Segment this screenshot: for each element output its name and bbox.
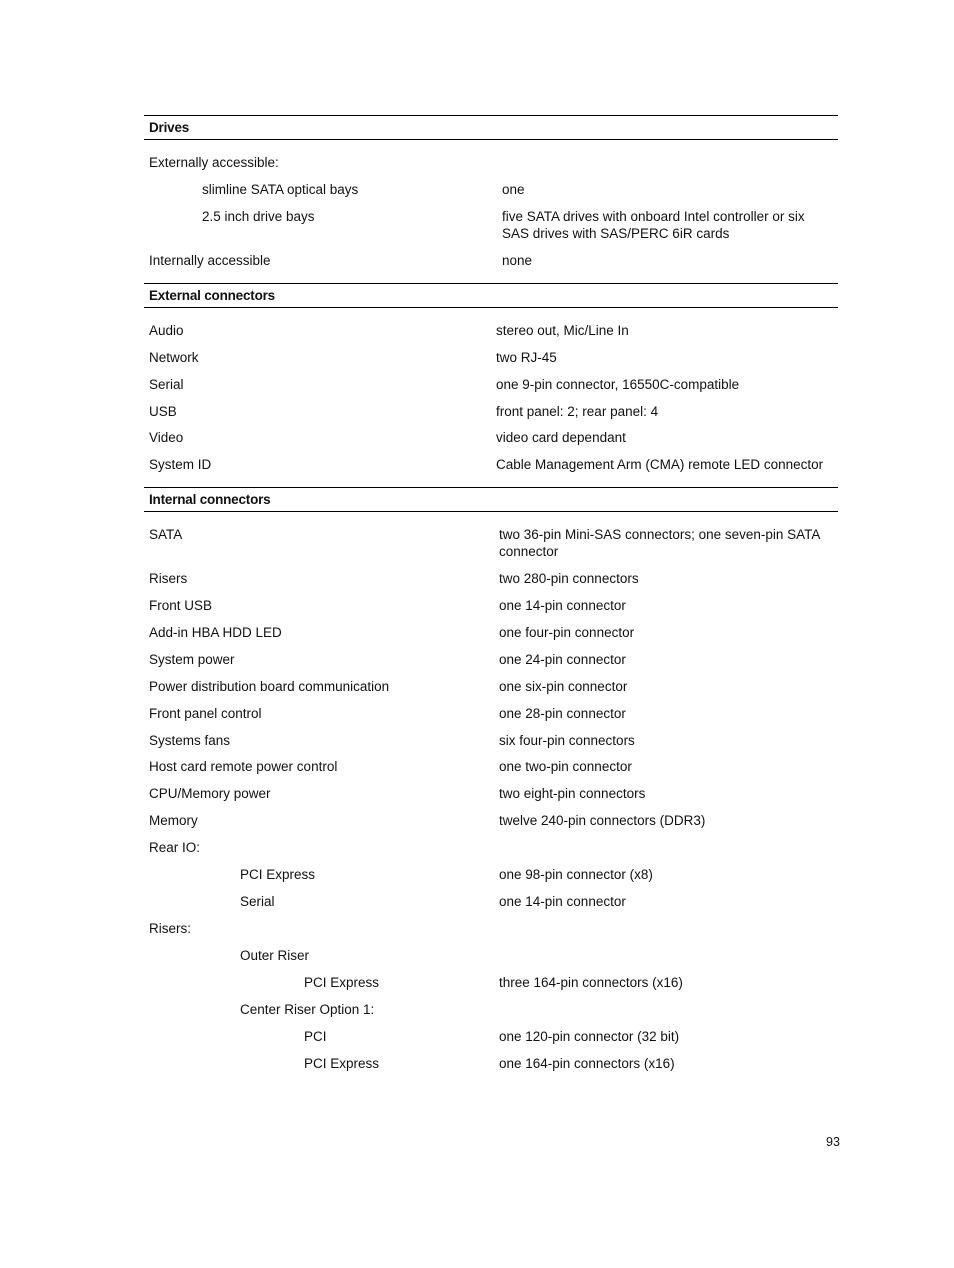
row-label: Video <box>149 430 184 445</box>
drives-heading: Drives <box>144 115 838 140</box>
row-label: Rear IO: <box>149 840 201 855</box>
row-value: two 36-pin Mini-SAS connectors; one seven-pin SATA connector <box>499 527 820 559</box>
row-value: two RJ-45 <box>496 350 557 365</box>
row-value: Cable Management Arm (CMA) remote LED connector <box>496 457 824 472</box>
row-label: SATA <box>149 527 183 542</box>
row-value: one 14-pin connector <box>499 894 626 909</box>
row-value: one 98-pin connector (x8) <box>499 867 653 882</box>
row-label: System power <box>149 652 235 667</box>
row-label: USB <box>149 404 177 419</box>
external-connectors-section <box>144 283 838 472</box>
row-label: PCI Express <box>304 1056 380 1071</box>
row-label: Systems fans <box>149 733 231 748</box>
row-label: Serial <box>149 377 184 392</box>
row-label: Front panel control <box>149 706 262 721</box>
row-value: six four-pin connectors <box>499 733 635 748</box>
row-value: one 14-pin connector <box>499 598 626 613</box>
row-value: one 164-pin connectors (x16) <box>499 1056 675 1071</box>
row-label: Host card remote power control <box>149 759 338 774</box>
row-value: one 28-pin connector <box>499 706 626 721</box>
row-label: Risers <box>149 571 188 586</box>
row-value: one six-pin connector <box>499 679 628 694</box>
row-value: one <box>502 182 525 197</box>
row-label: Internally accessible <box>149 253 271 268</box>
row-label: CPU/Memory power <box>149 786 271 801</box>
row-label: Network <box>149 350 199 365</box>
row-value: one two-pin connector <box>499 759 632 774</box>
row-value: one four-pin connector <box>499 625 635 640</box>
row-label: PCI <box>304 1029 327 1044</box>
row-value: front panel: 2; rear panel: 4 <box>496 404 659 419</box>
row-label: 2.5 inch drive bays <box>202 209 315 224</box>
row-value: stereo out, Mic/Line In <box>496 323 629 338</box>
row-value: none <box>502 253 533 268</box>
row-value: three 164-pin connectors (x16) <box>499 975 683 990</box>
row-label: slimline SATA optical bays <box>202 182 359 197</box>
row-value: one 9-pin connector, 16550C-compatible <box>496 377 740 392</box>
drives-section <box>144 115 838 268</box>
row-label: PCI Express <box>240 867 316 882</box>
row-label: Outer Riser <box>240 948 310 963</box>
row-label: Center Riser Option 1: <box>240 1002 375 1017</box>
row-label: Add-in HBA HDD LED <box>149 625 282 640</box>
row-label: System ID <box>149 457 212 472</box>
internal-connectors-section <box>144 487 838 1071</box>
row-label: Externally accessible: <box>149 155 279 170</box>
row-value: two eight-pin connectors <box>499 786 646 801</box>
row-value: two 280-pin connectors <box>499 571 639 586</box>
row-label: Memory <box>149 813 198 828</box>
row-value: video card dependant <box>496 430 626 445</box>
row-label: Risers: <box>149 921 192 936</box>
row-label: Power distribution board communication <box>149 679 390 694</box>
row-value: twelve 240-pin connectors (DDR3) <box>499 813 706 828</box>
page-number: 93 <box>826 1135 840 1149</box>
row-value: five SATA drives with onboard Intel controller or six SAS drives with SAS/PERC 6iR cards <box>502 209 805 241</box>
row-label: Front USB <box>149 598 213 613</box>
external-connectors-heading: External connectors <box>144 283 838 308</box>
row-value: one 120-pin connector (32 bit) <box>499 1029 680 1044</box>
row-value: one 24-pin connector <box>499 652 626 667</box>
row-label: Audio <box>149 323 184 338</box>
row-label: Serial <box>240 894 275 909</box>
internal-connectors-heading: Internal connectors <box>144 487 838 512</box>
row-label: PCI Express <box>304 975 380 990</box>
